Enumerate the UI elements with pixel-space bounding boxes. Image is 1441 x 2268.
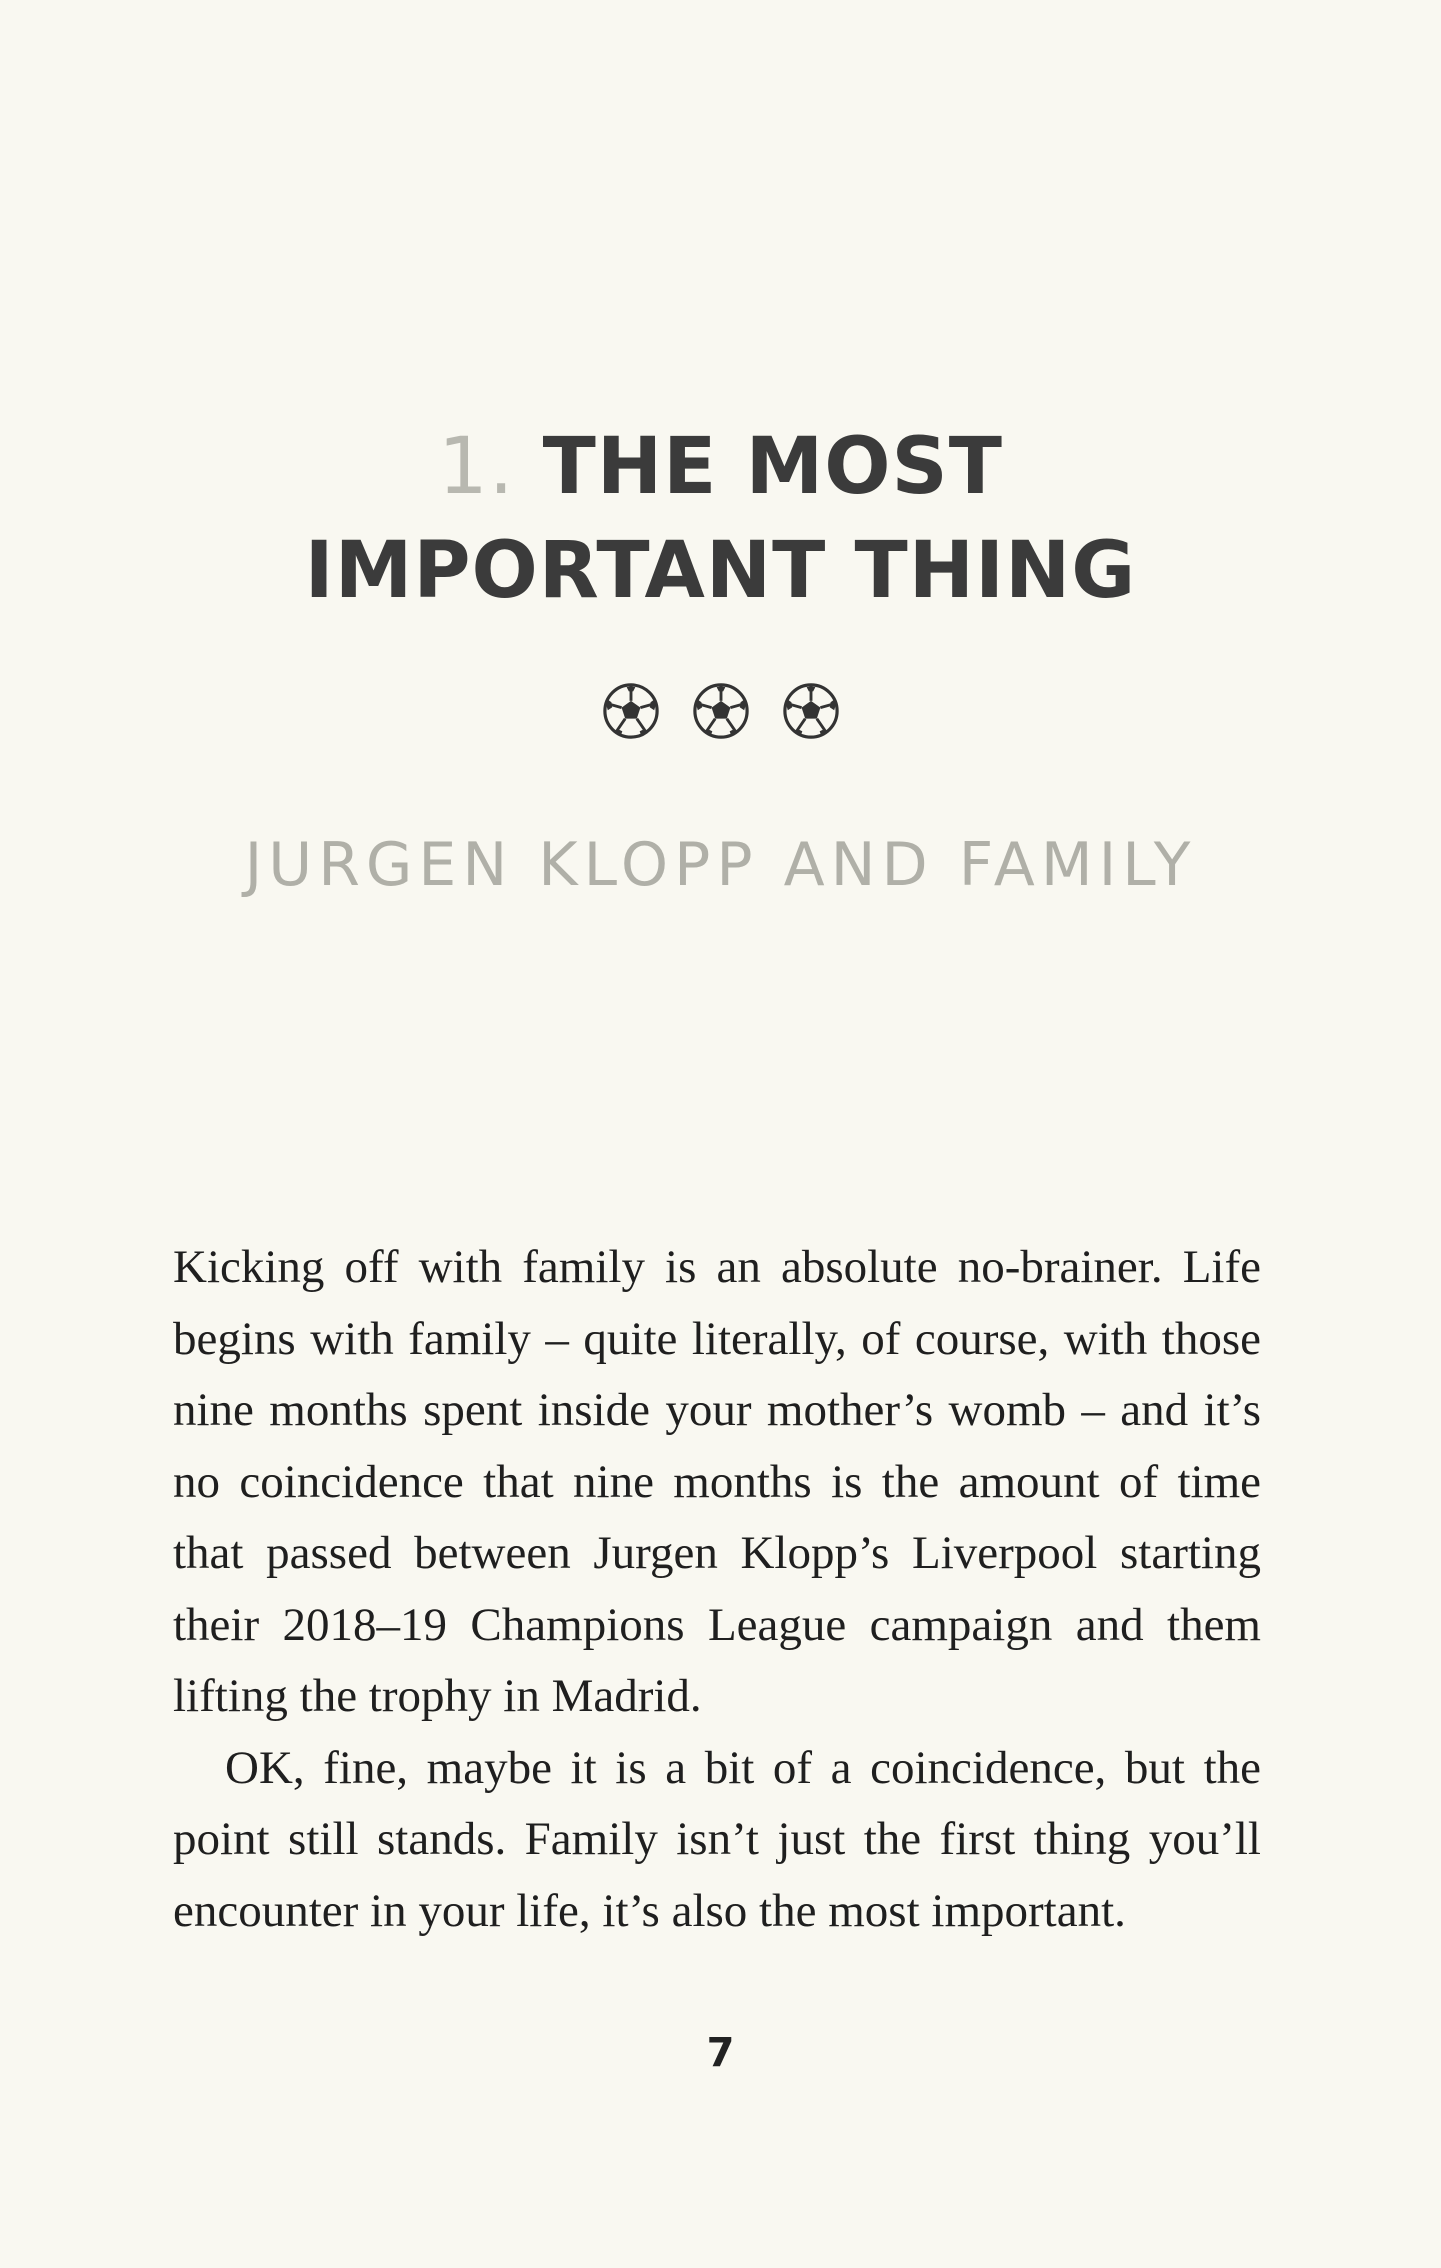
chapter-title [0, 415, 1441, 623]
paragraph: OK, fine, maybe it is a bit of a coincidence, but the point still stands. Family isn’t just the first thing you’ll encounter in your life, it’s also the most important. [173, 1741, 1261, 1937]
chapter-subtitle: JURGEN KLOPP AND FAMILY [244, 830, 1197, 900]
chapter-title-text-1: THE MOST [542, 422, 1003, 512]
paragraph: Kicking off with family is an absolute no-brainer. Life begins with family – quite literally, of course, with those nine months spent inside your mother’s womb – and it’s no coincidence that nine months is the amount of time that passed between Jurgen Klopp’s Liverpool starting their 2018–19 Champions League campaign and them lifting the trophy in Madrid. [173, 1241, 1261, 1722]
body-text [173, 1232, 1261, 1947]
football-ornament [0, 682, 1441, 740]
page-number: 7 [706, 2030, 735, 2076]
football-icon [782, 682, 840, 740]
football-icon [602, 682, 660, 740]
football-icon [692, 682, 750, 740]
chapter-title-line-2: IMPORTANT THING [304, 526, 1137, 616]
chapter-title-line-1 [0, 415, 1441, 519]
chapter-number: 1. [438, 422, 515, 512]
